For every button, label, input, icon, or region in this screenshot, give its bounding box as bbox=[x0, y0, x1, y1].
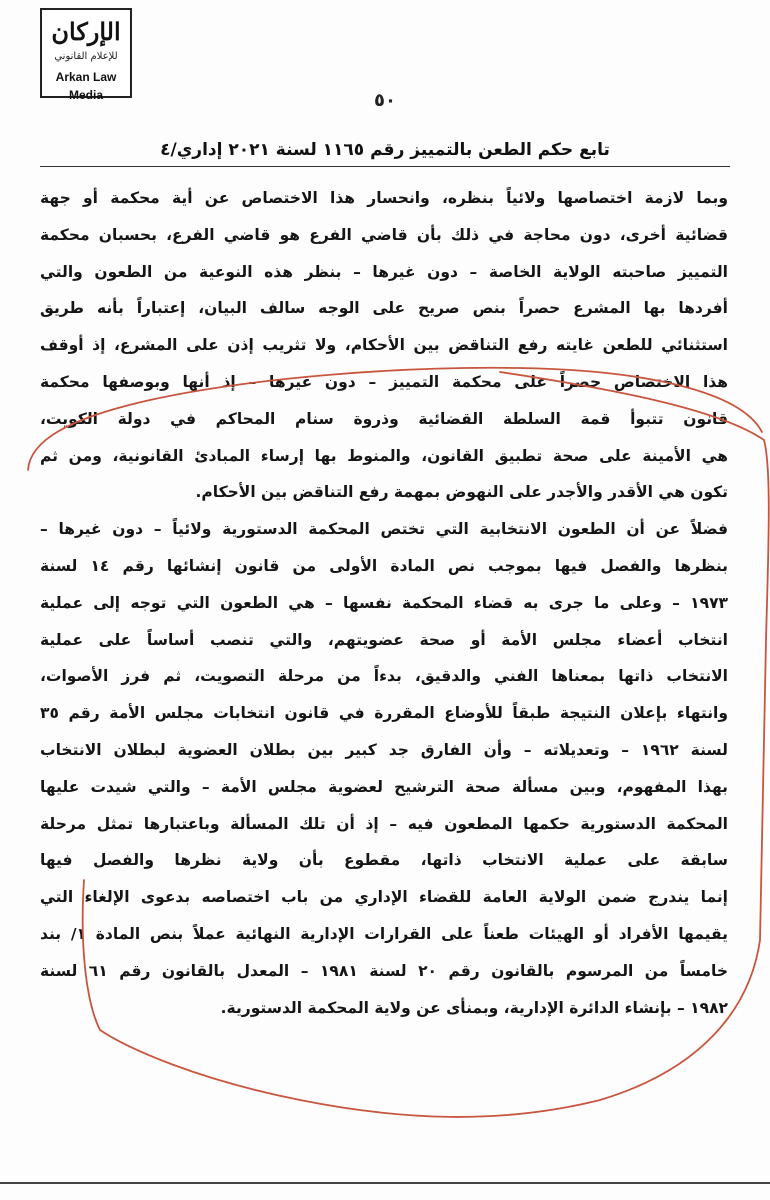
body-line: المحكمة الدستورية حكمها المطعون فيه – إذ أن تلك المسألة وباعتبارها تمثل مرحلة bbox=[40, 814, 728, 833]
body-line: أفردها بها المشرع حصراً بنص صريح على الوجه سالف البيان، إعتباراً بأنه طريق bbox=[40, 299, 728, 318]
body-line: قانون تتبوأ قمة السلطة القضائية وذروة سنام المحاكم في دولة الكويت، bbox=[40, 409, 728, 428]
page-bottom-edge bbox=[0, 1182, 770, 1184]
publisher-logo bbox=[40, 8, 132, 102]
judgment-body-text bbox=[40, 180, 728, 1026]
page-number: ٥٠ bbox=[374, 90, 396, 111]
body-line: انتخاب أعضاء مجلس الأمة أو صحة عضويتهم، والتي تنصب أساساً على عملية bbox=[40, 630, 728, 649]
body-line: وانتهاء بإعلان النتيجة طبقاً للأوضاع المقررة في قانون انتخابات مجلس الأمة رقم ٣٥ bbox=[40, 704, 728, 723]
body-line: وبما لازمة اختصاصها ولائياً بنظره، وانحسار هذا الاختصاص عن أية محكمة أو جهة bbox=[40, 189, 728, 207]
body-line: فضلاً عن أن الطعون الانتخابية التي تختص المحكمة الدستورية ولائياً – دون غيرها – bbox=[40, 520, 728, 539]
body-line: ١٩٧٣ – وعلى ما جرى به قضاء المحكمة نفسها – هي الطعون التي توجه إلى عملية bbox=[40, 593, 728, 612]
body-line: هي الأمينة على صحة تطبيق القانون، والمنوط بها إرساء المبادئ القانونية، ومن ثم bbox=[40, 446, 728, 465]
logo-mark: الإركان bbox=[51, 17, 121, 46]
logo-subtitle: للإعلام القانوني bbox=[54, 51, 118, 62]
body-line: لسنة ١٩٦٢ – وتعديلاته – وأن الفارق جد كبير بين بطلان العضوية لبطلان الانتخاب bbox=[40, 740, 728, 759]
running-header: تابع حكم الطعن بالتمييز رقم ١١٦٥ لسنة ٢٠٢١ إداري/٤ bbox=[160, 140, 610, 160]
body-line: ١٩٨٢ – بإنشاء الدائرة الإدارية، وبمنأى عن ولاية المحكمة الدستورية. bbox=[220, 998, 728, 1017]
logo-english-name: Arkan Law Media bbox=[55, 70, 117, 102]
body-line: قضائية أخرى، دون محاجة في ذلك بأن قاضي الفرع هو قاضي الفرع، بحسبان محكمة bbox=[40, 225, 728, 244]
body-line: إنما يندرج ضمن الولاية العامة للقضاء الإداري من باب اختصاصه بدعوى الإلغاء التي bbox=[40, 888, 728, 907]
body-line: التمييز صاحبته الولاية الخاصة – دون غيرها – بنظر هذه النوعية من الطعون والتي bbox=[40, 262, 728, 281]
body-line: هذا الاختصاص حصراً على محكمة التمييز – دون غيرها – إذ أنها وبوصفها محكمة bbox=[40, 372, 728, 391]
body-line: يقيمها الأفراد أو الهيئات طعناً على القرارات الإدارية النهائية عملاً بنص المادة ١/ بند bbox=[40, 924, 728, 943]
body-line: الانتخاب ذاتها بمعناها الفني والدقيق، بدءاً من مرحلة التصويت، ثم فرز الأصوات، bbox=[40, 667, 728, 686]
body-line: بهذا المفهوم، وبين مسألة صحة الترشيح لعضوية مجلس الأمة – والتي شيدت عليها bbox=[40, 777, 728, 796]
body-line: تكون هي الأقدر والأجدر على النهوض بمهمة رفع التناقض بين الأحكام. bbox=[195, 483, 728, 502]
body-line: بنظرها والفصل فيها بموجب نص المادة الأولى من قانون إنشائها رقم ١٤ لسنة bbox=[40, 556, 728, 575]
header-divider bbox=[40, 166, 730, 167]
body-line: خامساً من المرسوم بالقانون رقم ٢٠ لسنة ١٩٨١ – المعدل بالقانون رقم ٦١ لسنة bbox=[40, 961, 728, 980]
body-line: استثنائي للطعن غايته رفع التناقض بين الأحكام، ولا تثريب إذن على المشرع، إذ أوقف bbox=[40, 336, 728, 355]
body-line: سابقة على عملية الانتخاب ذاتها، مقطوع بأن ولاية نظرها والفصل فيها bbox=[40, 851, 728, 870]
